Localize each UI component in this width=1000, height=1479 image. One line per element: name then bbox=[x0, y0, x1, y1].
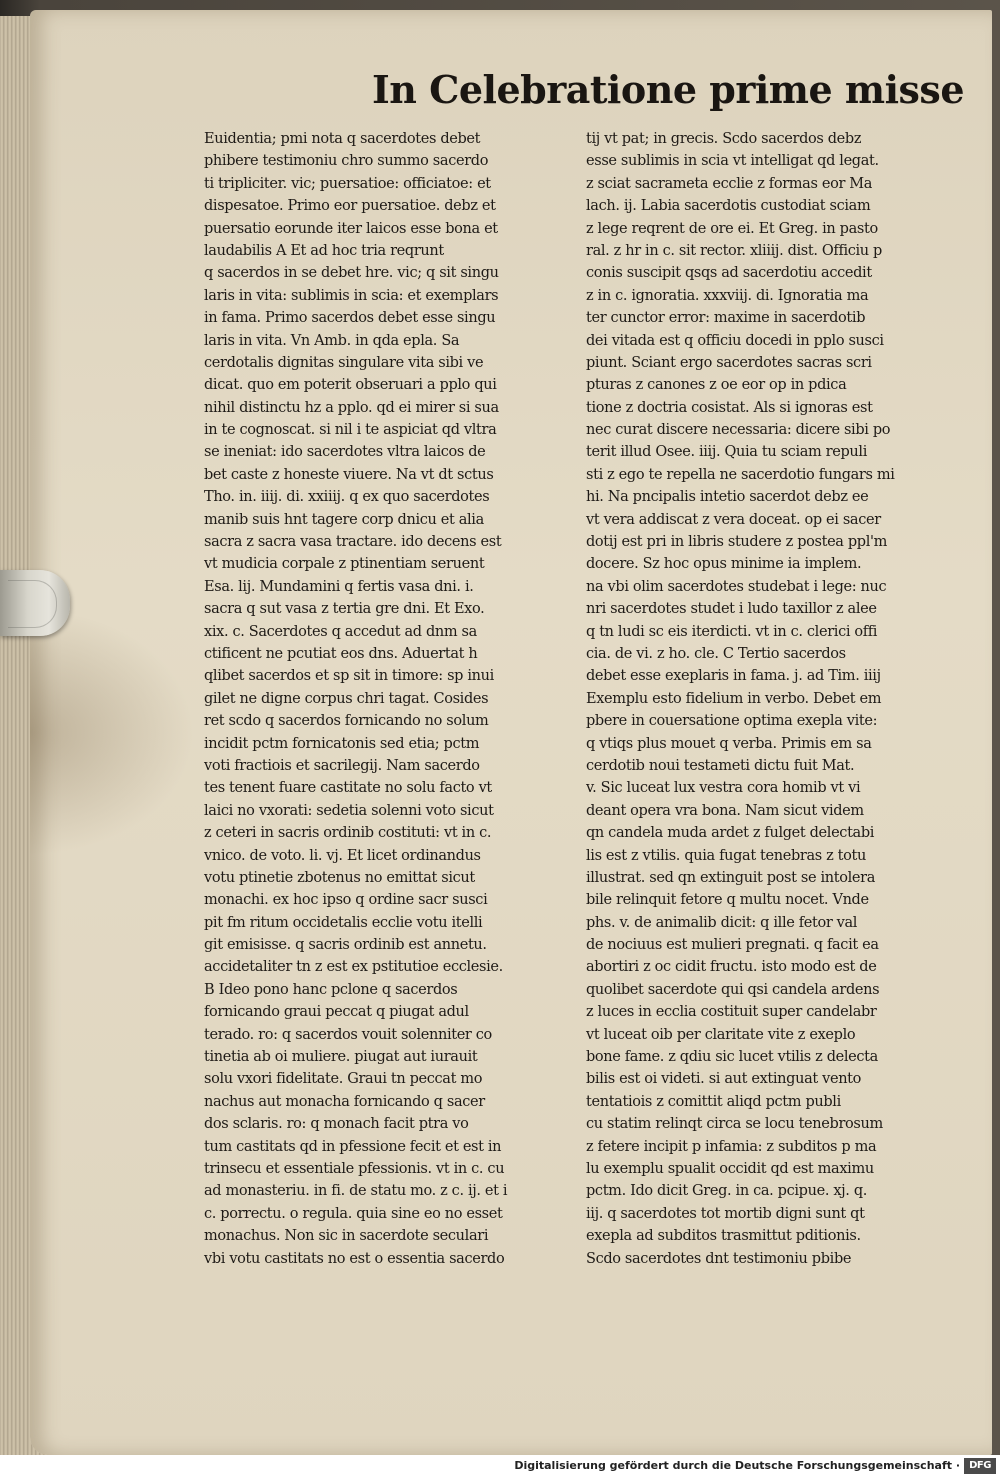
text-line: cerdotalis dignitas singulare vita sibi ve bbox=[204, 354, 484, 371]
text-line: ctificent ne pcutiat eos dns. Aduertat h bbox=[204, 645, 478, 662]
text-line: laudabilis A Et ad hoc tria reqrunt bbox=[204, 242, 444, 259]
text-line: bone fame. z qdiu sic lucet vtilis z delecta bbox=[586, 1049, 878, 1066]
text-line: tes tenent fuare castitate no solu facto vt bbox=[204, 780, 492, 797]
text-line: debet esse exeplaris in fama. j. ad Tim. iiij bbox=[586, 668, 881, 685]
text-line: de nociuus est mulieri pregnati. q facit ea bbox=[586, 937, 879, 954]
text-line: Esa. lij. Mundamini q fertis vasa dni. i. bbox=[204, 578, 474, 595]
text-line: cu statim relinqt circa se locu tenebrosum bbox=[586, 1116, 883, 1133]
text-line: bilis est oi videti. si aut extinguat vento bbox=[586, 1071, 862, 1088]
text-line: lis est z vtilis. quia fugat tenebras z totu bbox=[586, 847, 867, 864]
text-line: lu exemplu spualit occidit qd est maximu bbox=[586, 1160, 874, 1177]
text-line: quolibet sacerdote qui qsi candela ardens bbox=[586, 981, 880, 998]
text-line: illustrat. sed qn extinguit post se intolera bbox=[586, 869, 875, 886]
text-line: esse sublimis in scia vt intelligat qd legat. bbox=[586, 153, 879, 170]
text-line: dispesatoe. Primo eor puersatioe. debz et bbox=[204, 198, 496, 215]
text-line: q tn ludi sc eis iterdicti. vt in c. clerici offi bbox=[586, 623, 878, 640]
text-line: tione z doctria cosistat. Als si ignoras est bbox=[586, 399, 873, 416]
text-line: z fetere incipit p infamia: z subditos p ma bbox=[586, 1138, 877, 1155]
text-line: dotij est pri in libris studere z postea ppl'm bbox=[586, 534, 888, 551]
text-line: vt mudicia corpale z ptinentiam seruent bbox=[204, 556, 485, 573]
text-line: Euidentia; pmi nota q sacerdotes debet bbox=[204, 131, 481, 147]
text-line: ret scdo q sacerdos fornicando no solum bbox=[204, 713, 489, 730]
text-line: B Ideo pono hanc pclone q sacerdos bbox=[204, 981, 458, 998]
text-line: q sacerdos in se debet hre. vic; q sit singu bbox=[204, 265, 499, 282]
text-line: piunt. Sciant ergo sacerdotes sacras scri bbox=[586, 354, 872, 371]
page-clip bbox=[0, 570, 70, 636]
text-line: vt luceat oib per claritate vite z exeplo bbox=[586, 1026, 856, 1043]
text-line: nri sacerdotes studet i ludo taxillor z alee bbox=[586, 601, 877, 618]
text-line: incidit pctm fornicatonis sed etia; pctm bbox=[204, 735, 480, 752]
text-line: ti tripliciter. vic; puersatioe: officiatoe: et bbox=[204, 175, 491, 192]
text-line: cia. de vi. z ho. cle. C Tertio sacerdos bbox=[586, 645, 846, 662]
text-line: v. Sic luceat lux vestra cora homib vt vi bbox=[586, 780, 861, 797]
text-line: z ceteri in sacris ordinib costituti: vt in c. bbox=[204, 825, 492, 842]
text-line: laris in vita: sublimis in scia: et exemplars bbox=[204, 287, 499, 304]
text-line: terit illud Osee. iiij. Quia tu sciam repuli bbox=[586, 444, 867, 461]
text-column-left bbox=[204, 128, 566, 1267]
text-line: sti z ego te repella ne sacerdotio fungars mi bbox=[586, 466, 895, 483]
text-line: nachus aut monacha fornicando q sacer bbox=[204, 1093, 485, 1110]
text-line: bile relinquit fetore q multu nocet. Vnde bbox=[586, 892, 869, 909]
text-line: deant opera vra bona. Nam sicut videm bbox=[586, 802, 864, 819]
text-line: z sciat sacrameta ecclie z formas eor Ma bbox=[586, 175, 873, 192]
text-line: sacra z sacra vasa tractare. ido decens est bbox=[204, 534, 502, 551]
text-line: vbi votu castitats no est o essentia sacerdo bbox=[204, 1250, 505, 1267]
text-line: fornicando graui peccat q piugat adul bbox=[204, 1004, 469, 1021]
text-line: lach. ij. Labia sacerdotis custodiat sciam bbox=[586, 198, 871, 215]
text-line: tij vt pat; in grecis. Scdo sacerdos debz bbox=[586, 131, 862, 147]
text-line: laici no vxorati: sedetia solenni voto sicut bbox=[204, 802, 494, 819]
text-line: ter cunctor error: maxime in sacerdotib bbox=[586, 310, 866, 327]
text-line: phs. v. de animalib dicit: q ille fetor val bbox=[586, 914, 858, 931]
text-line: c. porrectu. o regula. quia sine eo no esset bbox=[204, 1205, 503, 1222]
text-line: se ineniat: ido sacerdotes vltra laicos de bbox=[204, 444, 486, 461]
text-line: nihil distinctu hz a pplo. qd ei mirer si sua bbox=[204, 399, 499, 416]
text-line: pturas z canones z oe eor op in pdica bbox=[586, 377, 847, 394]
text-line: puersatio eorunde iter laicos esse bona et bbox=[204, 220, 498, 237]
text-line: phibere testimoniu chro summo sacerdo bbox=[204, 153, 489, 170]
running-title: In Celebratione prime misse bbox=[372, 67, 964, 112]
text-line: dos sclaris. ro: q monach facit ptra vo bbox=[204, 1116, 469, 1133]
text-line: laris in vita. Vn Amb. in qda epla. Sa bbox=[204, 332, 460, 349]
text-line: terado. ro: q sacerdos vouit solenniter co bbox=[204, 1026, 492, 1043]
text-line: iij. q sacerdotes tot mortib digni sunt qt bbox=[586, 1205, 865, 1222]
text-line: monachus. Non sic in sacerdote seculari bbox=[204, 1228, 489, 1245]
text-line: xix. c. Sacerdotes q accedut ad dnm sa bbox=[204, 623, 477, 640]
text-line: tentatiois z comittit aliqd pctm publi bbox=[586, 1093, 841, 1110]
text-line: in te cognoscat. si nil i te aspiciat qd vltra bbox=[204, 422, 497, 439]
text-line: manib suis hnt tagere corp dnicu et alia bbox=[204, 511, 484, 528]
funding-notice: Digitalisierung gefördert durch die Deutsche Forschungsgemeinschaft · bbox=[514, 1459, 960, 1472]
text-line: z luces in ecclia costituit super candelabr bbox=[586, 1004, 877, 1021]
dfg-logo: DFG bbox=[964, 1458, 996, 1474]
text-line: voti fractiois et sacrilegij. Nam sacerdo bbox=[204, 757, 480, 774]
text-line: solu vxori fidelitate. Graui tn peccat mo bbox=[204, 1071, 483, 1088]
text-line: Scdo sacerdotes dnt testimoniu pbibe bbox=[586, 1250, 852, 1267]
text-line: votu ptinetie zbotenus no emittat sicut bbox=[204, 869, 475, 886]
text-line: docere. Sz hoc opus minime ia implem. bbox=[586, 556, 862, 573]
text-line: bet caste z honeste viuere. Na vt dt sctus bbox=[204, 466, 494, 483]
text-line: ral. z hr in c. sit rector. xliiij. dist. Officiu p bbox=[586, 242, 882, 259]
text-line: monachi. ex hoc ipso q ordine sacr susci bbox=[204, 892, 488, 909]
text-line: ad monasteriu. in fi. de statu mo. z c. ij. et i bbox=[204, 1183, 508, 1200]
text-line: z in c. ignoratia. xxxviij. di. Ignoratia ma bbox=[586, 287, 869, 304]
text-line: nec curat discere necessaria: dicere sibi po bbox=[586, 422, 891, 439]
text-line: git emisisse. q sacris ordinib est annetu. bbox=[204, 937, 487, 954]
text-line: pit fm ritum occidetalis ecclie votu itelli bbox=[204, 914, 483, 931]
text-line: trinsecu et essentiale pfessionis. vt in c. cu bbox=[204, 1160, 505, 1177]
text-line: qlibet sacerdos et sp sit in timore: sp inui bbox=[204, 668, 494, 685]
text-line: z lege reqrent de ore ei. Et Greg. in pasto bbox=[586, 220, 878, 237]
text-line: pctm. Ido dicit Greg. in ca. pcipue. xj. q. bbox=[586, 1183, 868, 1200]
text-line: hi. Na pncipalis intetio sacerdot debz ee bbox=[586, 489, 869, 506]
text-line: vt vera addiscat z vera doceat. op ei sacer bbox=[586, 511, 881, 528]
text-line: tum castitats qd in pfessione fecit et est in bbox=[204, 1138, 502, 1155]
text-line: pbere in couersatione optima exepla vite: bbox=[586, 713, 878, 730]
text-line: exepla ad subditos trasmittut pditionis. bbox=[586, 1228, 861, 1245]
text-column-right bbox=[586, 128, 938, 1267]
text-line: in fama. Primo sacerdos debet esse singu bbox=[204, 310, 496, 327]
text-line: Tho. in. iiij. di. xxiiij. q ex quo sacerdotes bbox=[204, 489, 490, 506]
text-line: q vtiqs plus mouet q verba. Primis em sa bbox=[586, 735, 872, 752]
text-line: qn candela muda ardet z fulget delectabi bbox=[586, 825, 875, 842]
text-line: na vbi olim sacerdotes studebat i lege: nuc bbox=[586, 578, 887, 595]
text-line: abortiri z oc cidit fructu. isto modo est de bbox=[586, 959, 877, 976]
text-line: accidetaliter tn z est ex pstitutioe ecclesie. bbox=[204, 959, 503, 976]
text-line: cerdotib noui testameti dictu fuit Mat. bbox=[586, 757, 855, 774]
text-line: dicat. quo em poterit obseruari a pplo qui bbox=[204, 377, 497, 394]
text-line: dei vitada est q officiu docedi in pplo susci bbox=[586, 332, 884, 349]
text-line: Exemplu esto fidelium in verbo. Debet em bbox=[586, 690, 882, 707]
text-line: sacra q sut vasa z tertia gre dni. Et Exo. bbox=[204, 601, 485, 618]
text-line: gilet ne digne corpus chri tagat. Cosides bbox=[204, 690, 489, 707]
text-line: tinetia ab oi muliere. piugat aut iurauit bbox=[204, 1049, 478, 1066]
text-line: conis suscipit qsqs ad sacerdotiu accedit bbox=[586, 265, 872, 282]
text-line: vnico. de voto. li. vj. Et licet ordinandus bbox=[204, 847, 481, 864]
